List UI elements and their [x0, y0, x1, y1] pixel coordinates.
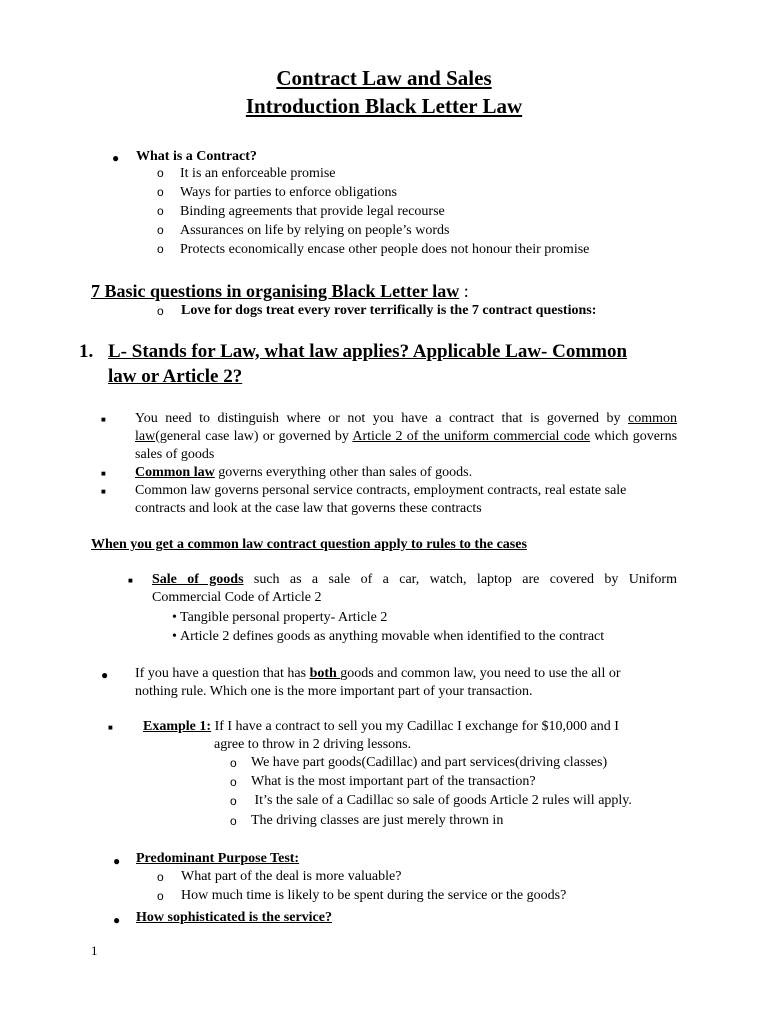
section-number: 1.	[79, 341, 94, 362]
predominant-purpose-heading: Predominant Purpose Test:	[136, 851, 300, 866]
list-item: It’s the sale of a Cadillac so sale of goods Article 2 rules will apply.	[251, 793, 632, 808]
list-item: Ways for parties to enforce obligations	[180, 185, 397, 200]
ring-bullet: o	[157, 870, 164, 884]
ring-bullet: o	[157, 242, 164, 256]
seven-questions-heading-text: 7 Basic questions in organising Black Letter law	[91, 281, 460, 301]
text-run: such as a sale of a car, watch, laptop are covered by Uniform	[243, 572, 677, 587]
both-paragraph	[135, 665, 621, 683]
document-subtitle: Introduction Black Letter Law	[245, 94, 523, 118]
ring-bullet: o	[157, 223, 164, 237]
ring-bullet: o	[230, 794, 237, 808]
list-item: It is an enforceable promise	[180, 166, 336, 181]
list-item: We have part goods(Cadillac) and part services(driving classes)	[251, 755, 608, 770]
square-bullet: ■	[101, 469, 106, 478]
sub-bullet: •	[172, 629, 177, 644]
common-law-paragraph	[135, 464, 472, 482]
text-line: agree to throw in 2 driving lessons.	[214, 737, 412, 752]
common-law-term: law	[135, 429, 156, 444]
heading-colon: :	[463, 281, 469, 301]
bullet: ●	[113, 854, 121, 868]
text-run: If I have a contract to sell you my Cadillac I exchange for $10,000 and I	[211, 719, 619, 734]
seven-questions-heading	[91, 281, 469, 302]
example-line1	[143, 718, 619, 736]
ring-bullet: o	[157, 889, 164, 903]
square-bullet: ■	[128, 576, 133, 585]
list-item: Article 2 defines goods as anything movable when identified to the contract	[180, 629, 605, 644]
text-run: governs sales of goods	[135, 429, 678, 462]
text-run: You need to distinguish where or not you have a contract that is governed by	[135, 411, 628, 426]
ring-bullet: o	[157, 204, 164, 218]
ring-bullet: o	[157, 304, 164, 318]
text-line: Common law governs personal service contracts, employment contracts, real estate sale	[135, 483, 627, 498]
what-is-contract-label: What is a Contract?	[136, 149, 257, 164]
applicable-law-paragraph	[135, 410, 677, 464]
text-line: Commercial Code of Article 2	[152, 590, 322, 605]
list-item: What is the most important part of the transaction?	[251, 774, 536, 789]
bullet: ●	[113, 913, 121, 927]
list-item: What part of the deal is more valuable?	[181, 869, 402, 884]
square-bullet: ■	[101, 487, 106, 496]
list-item: The driving classes are just merely thrown in	[251, 813, 504, 828]
both-term: both	[309, 666, 341, 681]
list-item: How much time is likely to be spent during the service or the goods?	[181, 888, 567, 903]
list-item: Tangible personal property- Article 2	[180, 610, 388, 625]
section-heading-line1: L- Stands for Law, what law applies? Applicable Law- Common	[108, 341, 628, 362]
ring-bullet: o	[230, 814, 237, 828]
text-run: which	[590, 429, 629, 444]
text-line: contracts and look at the case law that governs these contracts	[135, 501, 482, 516]
square-bullet: ■	[101, 415, 106, 424]
ring-bullet: o	[157, 166, 164, 180]
common-law-term: Common law	[135, 465, 215, 480]
rule-heading: When you get a common law contract question apply to rules to the cases	[91, 537, 527, 552]
square-bullet: ■	[108, 723, 113, 732]
list-item: Assurances on life by relying on people’s words	[180, 223, 450, 238]
list-item: Protects economically encase other people does not honour their promise	[180, 242, 590, 257]
ring-bullet: o	[230, 775, 237, 789]
bullet: ●	[101, 668, 109, 682]
common-law-term: common	[628, 411, 677, 426]
bullet: ●	[112, 151, 120, 165]
list-item: Binding agreements that provide legal recourse	[180, 204, 445, 219]
section-heading-line2: law or Article 2?	[108, 366, 243, 387]
text-run: (general case law) or governed by	[155, 429, 353, 444]
sale-of-goods-line1	[152, 571, 677, 589]
mnemonic-text: Love for dogs treat every rover terrifically is the 7 contract questions:	[181, 303, 597, 318]
sophistication-heading: How sophisticated is the service?	[136, 910, 332, 925]
article-2-term: Article 2 of the uniform commercial code	[352, 429, 590, 444]
sub-bullet: •	[172, 610, 177, 625]
page-number: 1	[91, 943, 98, 958]
ring-bullet: o	[230, 756, 237, 770]
ring-bullet: o	[157, 185, 164, 199]
text-run: goods and common law, you need to use the all or	[340, 666, 621, 681]
example-label: Example 1:	[143, 719, 212, 734]
text-line: nothing rule. Which one is the more important part of your transaction.	[135, 684, 533, 699]
sale-of-goods-term: Sale of goods	[152, 572, 244, 587]
text-run: If you have a question that has	[135, 666, 310, 681]
text-run: governs everything other than sales of goods.	[214, 465, 473, 480]
document-title: Contract Law and Sales	[276, 66, 492, 90]
